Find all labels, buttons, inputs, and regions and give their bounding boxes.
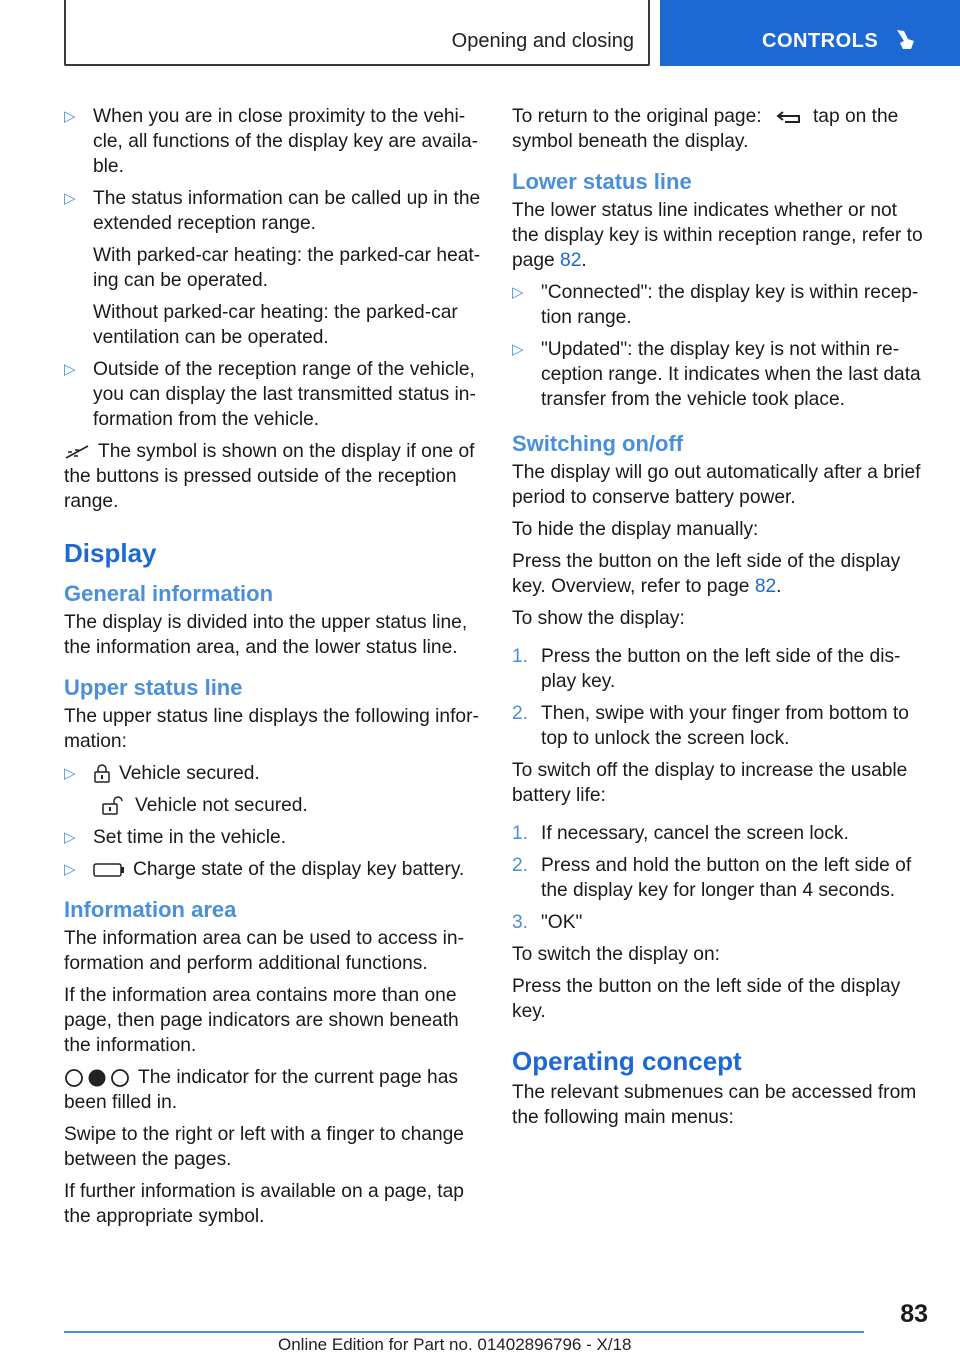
paragraph: To switch the display on: [512,944,720,965]
footer-divider [64,1331,864,1333]
paragraph: To show the display: [512,608,685,629]
heading-lower-status-line: Lower status line [512,169,692,194]
list-item-subtext: With parked-car heating: the parked-car heat‐ ing can be operated. [93,245,481,291]
list-item-text: Then, swipe with your finger from bottom to top to unlock the screen lock. [541,703,909,749]
list-item-text: Set time in the vehicle. [93,827,287,848]
header-section-box [64,0,650,66]
bullet-mark: ▷ [64,190,76,207]
heading-information-area: Information area [64,897,237,922]
list-item [64,825,484,850]
step-number: 3. [512,912,529,933]
paragraph: To return to the original page: tap on the symbol beneath the display. [512,106,899,152]
out-of-range-icon [64,444,90,460]
list-item [512,337,924,412]
bullet-mark: ▷ [64,361,76,378]
step-number: 2. [512,703,529,724]
heading-general-information: General information [64,581,274,606]
list-item [512,701,924,751]
lock-closed-icon [93,764,111,784]
step-number: 1. [512,823,529,844]
battery-icon [93,863,125,877]
page-reference-link[interactable]: 82 [754,576,777,597]
footer-edition: Online Edition for Part no. 01402896796 - X/18 [278,1335,632,1354]
list-item-text: The status information can be called up in the extended reception range. [93,188,481,234]
paragraph: The upper status line displays the following infor‐ mation: [64,706,479,752]
return-arrow-icon [775,109,805,125]
paragraph: If the information area contains more than one page, then page indicators are shown beneath the information. [64,985,459,1056]
list-item-text: Vehicle secured. [119,763,260,784]
list-item-text: If necessary, cancel the screen lock. [541,823,849,844]
hand-pointer-icon [894,27,916,55]
heading-display: Display [64,538,157,568]
list-item [64,186,484,350]
step-number: 2. [512,855,529,876]
bullet-mark: ▷ [512,284,524,301]
page-reference-link[interactable]: 82 [560,250,582,271]
list-item-text: "Updated": the display key is not within re‐ ception range. It indicates when the last data transfer from the vehicle took place. [541,339,921,410]
page-number: 83 [900,1300,928,1328]
lock-open-icon [101,796,127,816]
heading-switching-on-off: Switching on/off [512,431,684,456]
list-item [512,910,924,935]
list-item-text: When you are in close proximity to the vehi‐ cle, all functions of the display key are availa‐ ble. [93,106,479,177]
right-column [512,104,924,1137]
list-item-text: Charge state of the display key battery. [133,859,465,880]
list-item-subtext: Vehicle not secured. [135,795,308,816]
page-indicator-icon [64,1068,130,1088]
left-column [64,104,484,1236]
paragraph: Press the button on the left side of the display key. [512,976,901,1022]
heading-operating-concept: Operating concept [512,1046,742,1076]
paragraph: To switch off the display to increase the usable battery life: [512,760,908,806]
list-item [64,104,484,179]
header-chapter-title: CONTROLS [762,30,879,52]
list-item-subtext: Without parked-car heating: the parked-car ventilation can be operated. [93,302,458,348]
paragraph: Press the button on the left side of the display key. Overview, refer to page 82. [512,551,901,597]
paragraph: The relevant submenues can be accessed from the following main menus: [512,1082,917,1128]
list-item [512,821,924,846]
paragraph: The indicator for the current page has been filled in. [64,1067,458,1113]
paragraph: The information area can be used to access in‐ formation and perform additional functions. [64,928,464,974]
list-item [512,280,924,330]
paragraph: The display is divided into the upper status line, the information area, and the lower status line. [64,612,468,658]
bullet-mark: ▷ [64,829,76,846]
list-item-text: Outside of the reception range of the vehicle, you can display the last transmitted status in‐ formation from the vehicle. [93,359,476,430]
paragraph: If further information is available on a page, tap the appropriate symbol. [64,1181,464,1227]
paragraph: The display will go out automatically after a brief period to conserve battery power. [512,462,921,508]
header-section-title: Opening and closing [451,30,634,52]
list-item [64,357,484,432]
paragraph: Swipe to the right or left with a finger to change between the pages. [64,1124,464,1170]
list-item-text: "Connected": the display key is within recep‐ tion range. [541,282,919,328]
heading-upper-status-line: Upper status line [64,675,243,700]
list-item [512,853,924,903]
symbol-note: The symbol is shown on the display if one of the buttons is pressed outside of the reception range. [64,441,475,512]
list-item-text: "OK" [541,912,583,933]
paragraph: To hide the display manually: [512,519,759,540]
list-item-text: Press and hold the button on the left side of the display key for longer than 4 seconds. [541,855,912,901]
bullet-mark: ▷ [64,108,76,125]
bullet-mark: ▷ [64,765,76,782]
list-item [64,761,484,818]
bullet-mark: ▷ [64,861,76,878]
list-item [64,857,484,882]
list-item-text: Press the button on the left side of the dis‐ play key. [541,646,901,692]
list-item [512,644,924,694]
step-number: 1. [512,646,529,667]
bullet-mark: ▷ [512,341,524,358]
paragraph: The lower status line indicates whether or not the display key is within reception range, refer to page 82. [512,200,923,271]
header-chapter-box [660,0,960,66]
